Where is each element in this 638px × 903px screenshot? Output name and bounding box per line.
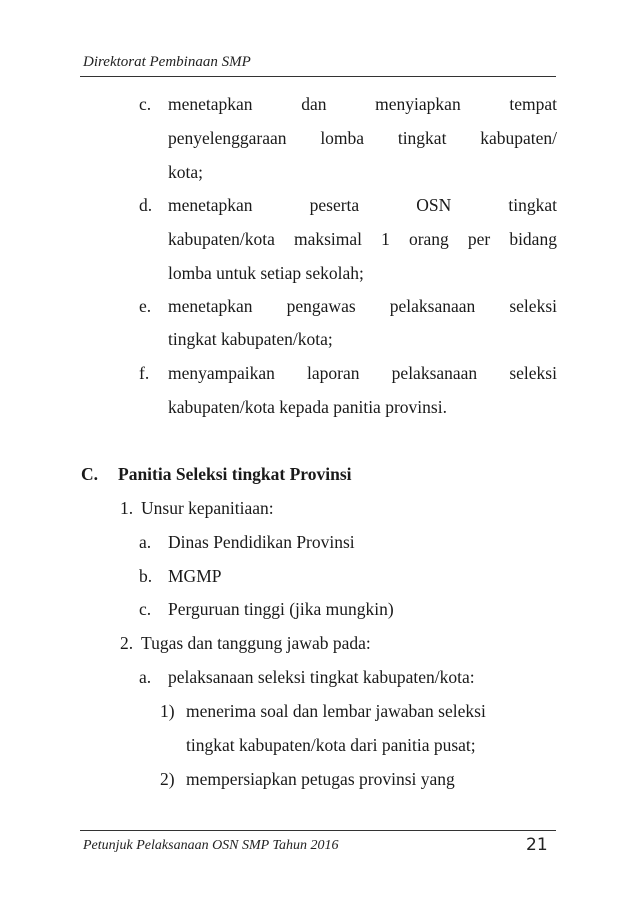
item-e-marker: e. (139, 296, 152, 316)
header-title: Direktorat Pembinaan SMP (83, 54, 251, 70)
item-e-line-2: tingkat kabupaten/kota; (168, 329, 333, 349)
item-c-line-3: kota; (168, 162, 203, 182)
item-c-line-2 (168, 130, 557, 148)
word: bidang (509, 229, 557, 249)
word: menetapkan (168, 94, 253, 114)
item-c-line-1 (168, 96, 557, 114)
word: pelaksanaan (389, 296, 476, 316)
point-2-a-2-marker: 2) (160, 769, 175, 789)
word: orang (408, 229, 449, 249)
word: kabupaten/ (480, 128, 557, 148)
word: 1 (381, 229, 390, 249)
item-f-marker: f. (139, 363, 150, 383)
point-2-a-2-line-1: mempersiapkan petugas provinsi yang (186, 769, 455, 789)
item-d-line-2 (168, 231, 557, 249)
word: kabupaten/kota (168, 229, 275, 249)
point-2-a-text: pelaksanaan seleksi tingkat kabupaten/kota: (168, 667, 475, 687)
word: pengawas (286, 296, 356, 316)
word: menyiapkan (375, 94, 461, 114)
word: tempat (509, 94, 557, 114)
word: maksimal (293, 229, 363, 249)
word: tingkat (397, 128, 447, 148)
word: pelaksanaan (391, 363, 478, 383)
point-2-a-1-line-1: menerima soal dan lembar jawaban seleksi (186, 701, 486, 721)
word: menetapkan (168, 195, 253, 215)
word: seleksi (509, 363, 557, 383)
word: lomba (320, 128, 365, 148)
point-2-a-marker: a. (139, 667, 152, 687)
point-2-text: Tugas dan tanggung jawab pada: (141, 633, 371, 653)
word: per (467, 229, 491, 249)
point-1-text: Unsur kepanitiaan: (141, 498, 274, 518)
footer-title: Petunjuk Pelaksanaan OSN SMP Tahun 2016 (83, 838, 339, 853)
word: seleksi (509, 296, 557, 316)
point-1-b-marker: b. (139, 566, 153, 586)
point-1-c-text: Perguruan tinggi (jika mungkin) (168, 599, 394, 619)
point-1-marker: 1. (120, 498, 134, 518)
word: menyampaikan (168, 363, 275, 383)
item-d-line-3: lomba untuk setiap sekolah; (168, 263, 364, 283)
item-d-line-1 (168, 197, 557, 215)
item-d-marker: d. (139, 195, 153, 215)
point-1-a-text: Dinas Pendidikan Provinsi (168, 532, 355, 552)
point-1-b-text: MGMP (168, 566, 222, 586)
word: penyelenggaraan (168, 128, 287, 148)
section-marker: C. (81, 464, 99, 484)
point-2-a-1-line-2: tingkat kabupaten/kota dari panitia pusat; (186, 735, 476, 755)
point-2-a-1-marker: 1) (160, 701, 175, 721)
point-1-c-marker: c. (139, 599, 152, 619)
word: peserta (309, 195, 360, 215)
footer-divider (80, 830, 556, 831)
page-number: 21 (526, 835, 548, 855)
item-f-line-1 (168, 365, 557, 383)
point-2-marker: 2. (120, 633, 134, 653)
header-divider (80, 76, 556, 77)
word: laporan (307, 363, 360, 383)
section-title: Panitia Seleksi tingkat Provinsi (118, 464, 352, 484)
item-c-marker: c. (139, 94, 152, 114)
word: tingkat (508, 195, 557, 215)
word: menetapkan (168, 296, 253, 316)
item-e-line-1 (168, 298, 557, 316)
word: OSN (416, 195, 452, 215)
word: dan (301, 94, 327, 114)
point-1-a-marker: a. (139, 532, 152, 552)
item-f-line-2: kabupaten/kota kepada panitia provinsi. (168, 397, 447, 417)
